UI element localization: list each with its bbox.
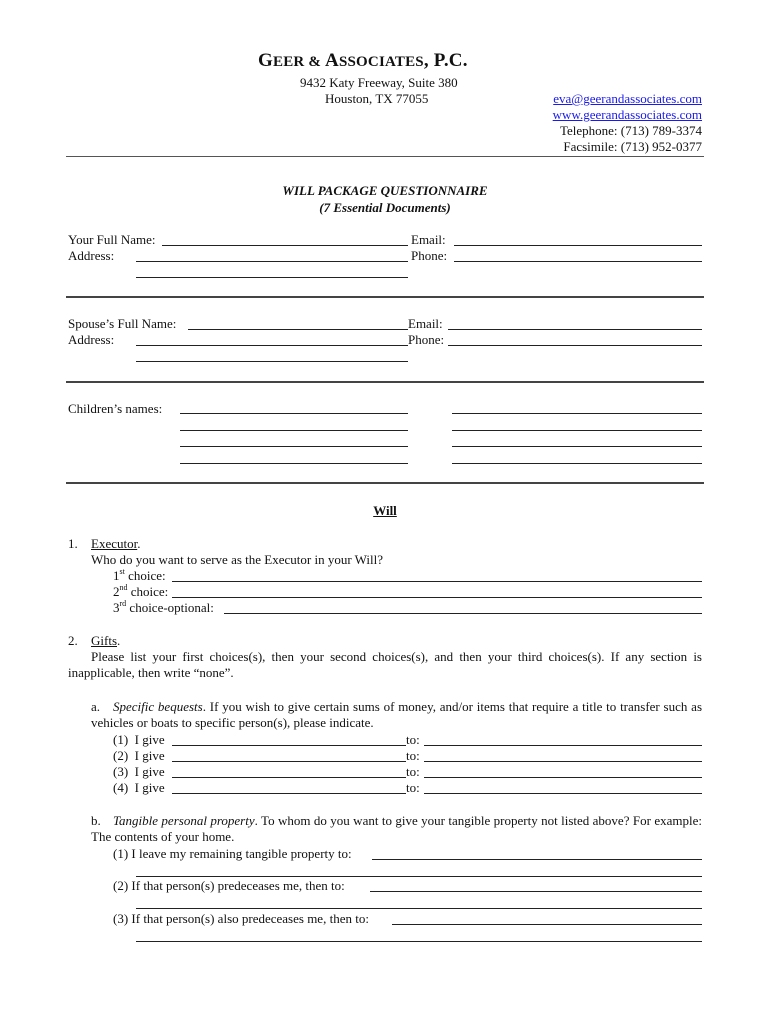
- bequest-item-field[interactable]: [172, 745, 406, 746]
- spouse-email-label: Email:: [408, 316, 443, 331]
- firm-name: GEER & ASSOCIATES, P.C.: [258, 50, 468, 71]
- spouse-email-field[interactable]: [448, 329, 702, 330]
- spouse-name-label: Spouse’s Full Name:: [68, 316, 177, 331]
- client-phone-label: Phone:: [411, 248, 448, 263]
- client-phone-field[interactable]: [454, 261, 702, 262]
- tangible-answer-2-field[interactable]: [370, 891, 702, 892]
- client-address-field-1[interactable]: [136, 261, 408, 262]
- child-name-field[interactable]: [180, 413, 408, 414]
- specific-bequests-text: Specific bequests. If you wish to give certain sums of money, and/or items that require a title to transfer such as vehicles or boats to specific person(s), please indicate.: [91, 699, 703, 730]
- bequest-row: (4) I give: [113, 780, 165, 795]
- specific-bequests-letter: a.: [91, 699, 101, 714]
- bequest-to-label: to:: [406, 764, 420, 779]
- bequest-to-label: to:: [406, 780, 420, 795]
- executor-choice-2-label: 2nd choice:: [113, 582, 169, 599]
- tangible-question-1: (1) I leave my remaining tangible property to:: [113, 846, 352, 861]
- tangible-answer-2-field-2[interactable]: [136, 908, 702, 909]
- executor-title: Executor.: [91, 536, 141, 551]
- bequest-to-label: to:: [406, 748, 420, 763]
- executor-choice-3-field[interactable]: [224, 613, 702, 614]
- client-email-field[interactable]: [454, 245, 702, 246]
- child-name-field[interactable]: [180, 463, 408, 464]
- bequest-item-field[interactable]: [172, 793, 406, 794]
- tangible-property-letter: b.: [91, 813, 101, 828]
- child-name-field[interactable]: [180, 430, 408, 431]
- executor-choice-1-field[interactable]: [172, 581, 702, 582]
- gifts-instructions: Please list your first choices(s), then your second choices(s), and then your third choices(s). If any section is inapplicable, then write “none”.: [68, 649, 702, 680]
- section-divider: [66, 381, 704, 383]
- bequest-recipient-field[interactable]: [424, 745, 702, 746]
- executor-number: 1.: [68, 536, 78, 551]
- bequest-row: (1) I give: [113, 732, 165, 747]
- firm-address-line1: 9432 Katy Freeway, Suite 380: [300, 75, 458, 90]
- spouse-name-field[interactable]: [188, 329, 408, 330]
- executor-choice-2-field[interactable]: [172, 597, 702, 598]
- tangible-property-text: Tangible personal property. To whom do you want to give your tangible property not listed above? For example: The contents of your home.: [91, 813, 702, 844]
- client-address-field-2[interactable]: [136, 277, 408, 278]
- firm-email-link[interactable]: eva@geerandassociates.com: [553, 91, 702, 106]
- child-name-field[interactable]: [452, 463, 702, 464]
- client-email-label: Email:: [411, 232, 446, 247]
- child-name-field[interactable]: [452, 430, 702, 431]
- firm-facsimile: Facsimile: (713) 952-0377: [563, 139, 702, 154]
- firm-telephone: Telephone: (713) 789-3374: [559, 123, 702, 138]
- gifts-title: Gifts.: [91, 633, 121, 648]
- tangible-answer-3-field-2[interactable]: [136, 941, 702, 942]
- spouse-address-label: Address:: [68, 332, 115, 347]
- child-name-field[interactable]: [452, 446, 702, 447]
- client-name-label: Your Full Name:: [68, 232, 156, 247]
- executor-question: Who do you want to serve as the Executor in your Will?: [91, 552, 384, 567]
- firm-website-link[interactable]: www.geerandassociates.com: [552, 107, 702, 122]
- spouse-phone-field[interactable]: [448, 345, 702, 346]
- spouse-phone-label: Phone:: [408, 332, 445, 347]
- tangible-question-3: (3) If that person(s) also predeceases me, then to:: [113, 911, 369, 926]
- executor-choice-3-label: 3rd choice-optional:: [113, 598, 214, 615]
- firm-address-line2: Houston, TX 77055: [325, 91, 429, 106]
- bequest-recipient-field[interactable]: [424, 777, 702, 778]
- tangible-answer-1-field-2[interactable]: [136, 876, 702, 877]
- questionnaire-subtitle: (7 Essential Documents): [319, 200, 451, 215]
- will-heading: Will: [373, 503, 397, 518]
- child-name-field[interactable]: [180, 446, 408, 447]
- bequest-to-label: to:: [406, 732, 420, 747]
- spouse-address-field-2[interactable]: [136, 361, 408, 362]
- section-divider: [66, 296, 704, 298]
- bequest-row: (3) I give: [113, 764, 165, 779]
- bequest-recipient-field[interactable]: [424, 761, 702, 762]
- children-names-label: Children’s names:: [68, 401, 163, 416]
- letterhead-divider: [66, 156, 704, 157]
- bequest-recipient-field[interactable]: [424, 793, 702, 794]
- bequest-item-field[interactable]: [172, 761, 406, 762]
- bequest-item-field[interactable]: [172, 777, 406, 778]
- bequest-row: (2) I give: [113, 748, 165, 763]
- gifts-number: 2.: [68, 633, 78, 648]
- spouse-address-field-1[interactable]: [136, 345, 408, 346]
- executor-choice-1-label: 1st choice:: [113, 566, 166, 583]
- questionnaire-title: WILL PACKAGE QUESTIONNAIRE: [282, 183, 488, 198]
- client-address-label: Address:: [68, 248, 115, 263]
- client-name-field[interactable]: [162, 245, 408, 246]
- tangible-question-2: (2) If that person(s) predeceases me, then to:: [113, 878, 345, 893]
- tangible-answer-3-field[interactable]: [392, 924, 702, 925]
- section-divider: [66, 482, 704, 484]
- tangible-answer-1-field[interactable]: [372, 859, 702, 860]
- child-name-field[interactable]: [452, 413, 702, 414]
